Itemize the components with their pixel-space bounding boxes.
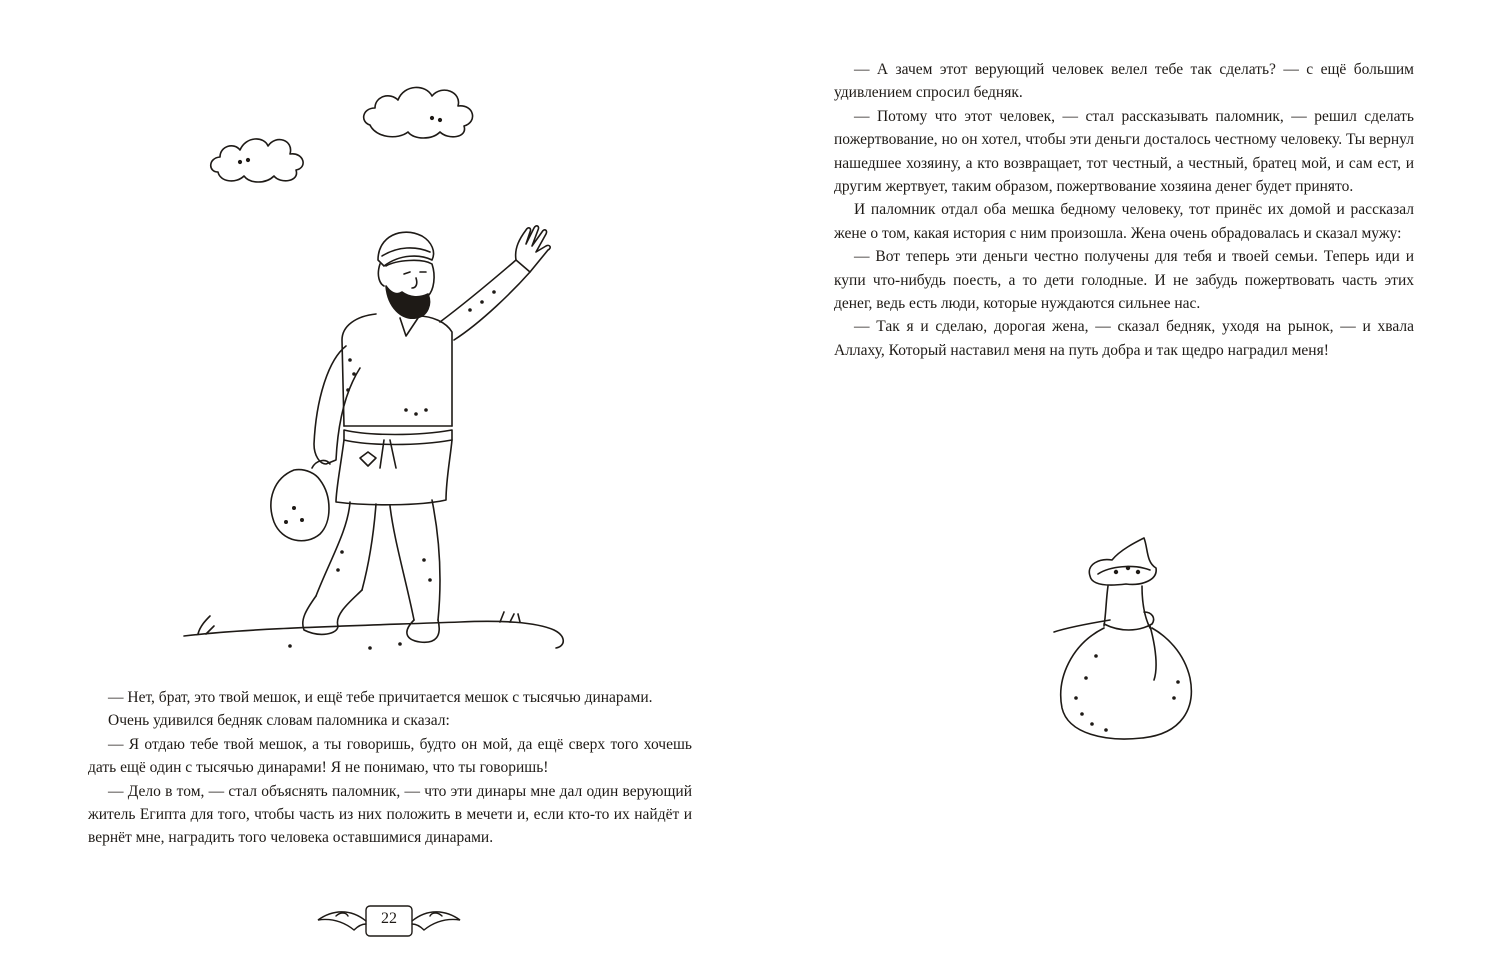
money-bag-icon bbox=[271, 461, 330, 541]
paragraph: — Нет, брат, это твой мешок, и ещё тебе причитается мешок с тысячью динарами. bbox=[108, 689, 653, 706]
paragraph: И паломник отдал оба мешка бедному человеку, тот принёс их домой и рассказал жене о том, какая история с ним произошла. Жена очень обрадовалась и сказал мужу: bbox=[834, 201, 1414, 242]
money-bag-icon bbox=[1046, 528, 1206, 748]
pilgrim-illustration bbox=[170, 60, 590, 670]
cloud-icon bbox=[364, 87, 473, 138]
right-page-text bbox=[834, 58, 1414, 362]
ground-icon bbox=[184, 612, 563, 649]
paragraph: — Дело в том, — стал объяснять паломник, — что эти динары мне дал один верующий житель Египта для того, чтобы часть из них положить в мечети и, если кто-то их найдёт и вернёт мне, наградить того человека оставшимися динарами. bbox=[88, 782, 692, 847]
paragraph: — Вот теперь эти деньги честно получены для тебя и твоей семьи. Теперь иди и купи что-нибудь поесть, а то дети голодные. И не забудь пожертвовать часть этих денег, ведь есть люди, которые нуждаются сильнее нас. bbox=[834, 248, 1414, 313]
right-page bbox=[750, 0, 1500, 953]
page-number: 22 bbox=[381, 910, 397, 927]
paragraph: — А зачем этот верующий человек велел тебе так сделать? — с ещё большим удивлением спросил бедняк. bbox=[834, 61, 1414, 102]
pilgrim-figure-icon bbox=[303, 226, 550, 642]
paragraph: Очень удивился бедняк словам паломника и сказал: bbox=[108, 712, 450, 730]
cloud-icon bbox=[211, 139, 303, 182]
paragraph: — Я отдаю тебе твой мешок, а ты говоришь, будто он мой, да ещё сверх того хочешь дать ещё один с тысячью динарами! Я не понимаю, что ты говоришь! bbox=[88, 735, 692, 777]
paragraph: — Так я и сделаю, дорогая жена, — сказал бедняк, уходя на рынок, — и хвала Аллаху, Который наставил меня на путь добра и так щедро наградил меня! bbox=[834, 318, 1414, 359]
page-number-ornament bbox=[314, 900, 464, 942]
paragraph: — Потому что этот человек, — стал рассказывать паломник, — решил сделать пожертвование, но он хотел, чтобы эти деньги досталось честному человеку. Ты вернул нашедшее хозяину, а кто возвращает, тот честный, а честный, братец мой, и сам ест, и другим жертвует, таким образом, пожертвование хозяина денег будет принято. bbox=[834, 107, 1414, 196]
left-page-text bbox=[88, 686, 692, 850]
